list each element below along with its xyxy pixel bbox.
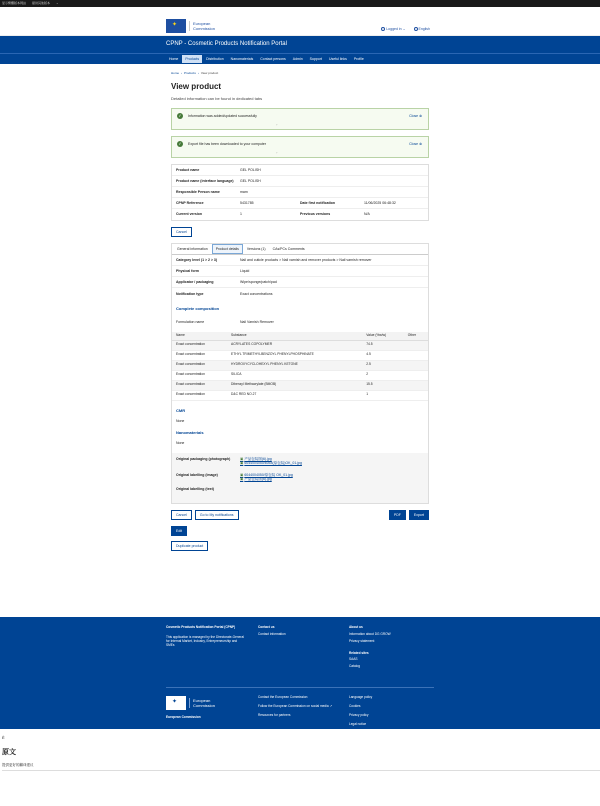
success-message: ✓ Information was added/updated successfully Close ⊗ ⸝	[171, 108, 429, 130]
cancel-button[interactable]: Cancel	[171, 510, 192, 520]
footer-link[interactable]: Information about DG GROW	[349, 631, 391, 636]
site-header	[0, 7, 600, 36]
main-content	[0, 72, 430, 551]
table-row: Exact concentration ETHYL TRIMETHYLBENZOYL PHENYLPHOSPHINATE 4.5	[172, 350, 428, 360]
footer-link[interactable]: SAAS	[349, 657, 358, 662]
footer-link[interactable]: Privacy statement	[349, 638, 375, 643]
footer-link[interactable]: Contact the European Commission	[258, 695, 308, 699]
nanomaterials-value: None	[176, 440, 185, 445]
column-header: Substance	[227, 332, 362, 340]
footer-link[interactable]: Legal notice	[349, 721, 367, 726]
translate-option[interactable]: 显示繁體版本网站	[2, 0, 27, 5]
notification-type: Exact concentrations	[240, 291, 273, 296]
table-row: Exact concentration ACRYLATES COPOLYMER 74.5	[172, 340, 428, 350]
nav-support[interactable]: Support	[309, 56, 322, 61]
close-message-button[interactable]: Close ⊗	[409, 113, 422, 118]
footer-link[interactable]: Cookies	[349, 703, 361, 708]
details-panel: General information Product details Versions (1) CAs/PCs Comments Category level (1 > 2 > 3) Nail and cuticle products > Nail varnish and remover products > Nail varnish remover Physical form Liquid Applicator / packaging Wipe/sponge/patch/pad Notification type Exact concentrations Complete composition Formulation name Nail Varnish Remover Name Substance Value (%w/w) Other Exact concentration ACRYLATES COPOLYMER 74.5 Exact concentration ETHYL TRIMETHYLBENZOYL PHENYLPHOSPHINATE 4.5 Exact concentration HYDROXYCYCLOHEXYL PHENYL KETONE 2.5 Exact concentration SILICA 2 Exact concentration Dibenzyl Methacrylate (BMOB) 15.5 Exact concentration D&C RED NO.27 1 CMR None Nanomaterials None Original packaging (photograph) ▣ 产品包装图(6).jpg ▣ 6044004050/6054(原包装)OK_01.jpg Original labelling (image) ▣ 6044004050/原包装 OK_01.jpg ▣ 产品包装图(6).jpg Original labelling (text)	[171, 243, 429, 504]
chevron-down-icon[interactable]: ⌄	[56, 0, 59, 5]
nav-useful-links[interactable]: Useful links	[328, 56, 347, 61]
duplicate-product-button[interactable]: Duplicate product	[171, 541, 208, 551]
eu-flag-icon	[166, 19, 186, 33]
translate-panel	[0, 736, 600, 771]
footer-title: Cosmetic Products Notification Portal (CPNP)	[166, 625, 236, 629]
close-message-button[interactable]: Close ⊗	[409, 141, 422, 146]
page-subtitle: Detailed information can be found in dedicated tabs	[171, 96, 263, 102]
breadcrumb-current: View product	[200, 71, 219, 75]
check-icon: ✓	[178, 112, 182, 118]
footer-link[interactable]: Follow the European Commission on social media ↗	[258, 703, 333, 708]
product-name: GEL POLISH	[240, 167, 261, 172]
site-footer: Cosmetic Products Notification Portal (CPNP) This application is managed by the Directorate-General for Internal Market, Industry, Entrepreneurship and SMEs Contact us Contact information About us Information about DG GROW Privacy statement Related sites SAAS Catalog ✦ European Commission European Commission Contact the European Commission Follow the European Commission on social media ↗ Resources for partners Language policy Cookies Privacy policy Legal notice	[0, 617, 600, 729]
file-link[interactable]: ▣ 6044004050/原包装 OK_01.jpg	[240, 473, 293, 477]
nav-profile[interactable]: Profile	[353, 56, 364, 61]
main-nav	[0, 53, 600, 64]
tab-bar	[172, 244, 428, 255]
cmr-heading: CMR	[176, 407, 186, 413]
previous-versions: N/A	[364, 212, 370, 217]
nav-nanomaterials[interactable]: Nanomaterials	[230, 56, 254, 61]
translate-icon[interactable]: Ѐ	[2, 735, 5, 740]
footer-description: This application is managed by the Directorate-General for Internal Market, Industry, Entrepreneurship and SMEs	[166, 634, 244, 647]
footer-link[interactable]: Privacy policy	[349, 712, 369, 717]
file-link[interactable]: ▣ 产品包装图(6).jpg	[240, 477, 293, 481]
formulation-name: Nail Varnish Remover	[240, 320, 274, 325]
breadcrumb: Home › Products › View product	[171, 71, 219, 75]
footer-link[interactable]: Catalog	[349, 664, 360, 669]
original-files: Original packaging (photograph) ▣ 产品包装图(6).jpg ▣ 6044004050/6054(原包装)OK_01.jpg Original labelling (image) ▣ 6044004050/原包装 OK_01.jpg ▣ 产品包装图(6).jpg Original labelling (text)	[172, 453, 428, 503]
go-to-notifications-button[interactable]: Go to My notifications	[195, 510, 239, 520]
pdf-button[interactable]: PDF	[389, 510, 406, 520]
check-icon: ✓	[178, 140, 182, 146]
nav-home[interactable]: Home	[169, 56, 179, 61]
footer-link[interactable]: Language policy	[349, 695, 373, 699]
suggest-translation-link[interactable]: 提供更好的翻译建议	[2, 763, 600, 771]
footer-link[interactable]: Resources for partners	[258, 712, 291, 717]
composition-table	[172, 332, 428, 401]
ec-logo[interactable]	[166, 19, 215, 33]
brand-line: Commission	[193, 26, 216, 31]
column-header: Value (%w/w)	[362, 332, 404, 340]
physical-form: Liquid	[240, 269, 250, 274]
table-row: Exact concentration Dibenzyl Methacrylate (BMOB) 15.5	[172, 380, 428, 390]
footer-ec-logo[interactable]: ✦ European Commission	[166, 696, 215, 710]
tab-versions[interactable]: Versions (1)	[246, 247, 266, 252]
nav-products[interactable]: Products	[182, 55, 202, 63]
original-text-heading: 原文	[2, 748, 16, 756]
portal-title: CPNP - Cosmetic Products Notification Portal	[0, 36, 600, 53]
breadcrumb-products[interactable]: Products	[184, 71, 196, 75]
breadcrumb-home[interactable]: Home	[171, 71, 180, 75]
nav-distribution[interactable]: Distribution	[206, 56, 224, 61]
current-version: 1	[240, 212, 242, 217]
product-name-lang: GEL POLISH	[240, 178, 261, 183]
language-selector[interactable]: English	[414, 27, 430, 31]
tab-product-details[interactable]: Product details	[212, 244, 243, 254]
first-notification-date: 11/06/2025 06:48:32	[364, 200, 396, 205]
user-menu[interactable]: Logged in ⌄	[381, 27, 405, 31]
cancel-button[interactable]: Cancel	[171, 227, 192, 237]
column-header: Other	[404, 332, 428, 340]
column-header: Name	[172, 332, 227, 340]
nav-admin[interactable]: Admin	[292, 56, 303, 61]
product-summary: Product name GEL POLISH Product name (interface language) GEL POLISH Responsible Person name mam CPNP Reference 5431785 Date first notification 11/06/2025 06:48:32 Current version 1 Previous versions N/A	[171, 164, 429, 221]
footer-ec-label: European Commission	[166, 715, 201, 719]
nanomaterials-heading: Nanomaterials	[176, 429, 204, 435]
file-link[interactable]: ▣ 6044004050/6054(原包装)OK_01.jpg	[240, 461, 302, 465]
category-value: Nail and cuticle products > Nail varnish and remover products > Nail varnish remover	[240, 258, 372, 263]
table-row: Exact concentration D&C RED NO.27 1	[172, 390, 428, 400]
bottom-actions	[171, 510, 429, 520]
applicator: Wipe/sponge/patch/pad	[240, 280, 277, 285]
tab-general-information[interactable]: General information	[177, 247, 208, 252]
responsible-person: mam	[240, 189, 248, 194]
footer-link[interactable]: Contact information	[258, 631, 286, 636]
translate-option[interactable]: 提供其他版本	[32, 0, 51, 5]
eu-flag-icon	[166, 696, 186, 710]
tab-comments[interactable]: CAs/PCs Comments	[272, 247, 305, 252]
brand-line: European	[193, 21, 211, 26]
nav-contact-persons[interactable]: Contact persons	[260, 56, 286, 61]
edit-button[interactable]: Edit	[171, 526, 187, 536]
user-icon	[381, 27, 385, 31]
globe-icon	[414, 27, 418, 31]
file-link[interactable]: ▣ 产品包装图(6).jpg	[240, 457, 302, 461]
export-message: ✓ Export file has been downloaded to your computer Close ⊗ ⸝	[171, 136, 429, 158]
table-row: Exact concentration SILICA 2	[172, 370, 428, 380]
page-title: View product	[171, 81, 222, 91]
table-row: Exact concentration HYDROXYCYCLOHEXYL PHENYL KETONE 2.5	[172, 360, 428, 370]
cmr-value: None	[176, 418, 185, 423]
cursor-mark-icon: ⸝	[276, 149, 278, 154]
cursor-mark-icon: ⸝	[276, 121, 278, 126]
browser-translate-bar	[0, 0, 600, 7]
export-button[interactable]: Export	[409, 510, 429, 520]
composition-heading: Complete composition	[176, 306, 220, 312]
cpnp-reference: 5431785	[240, 200, 254, 205]
